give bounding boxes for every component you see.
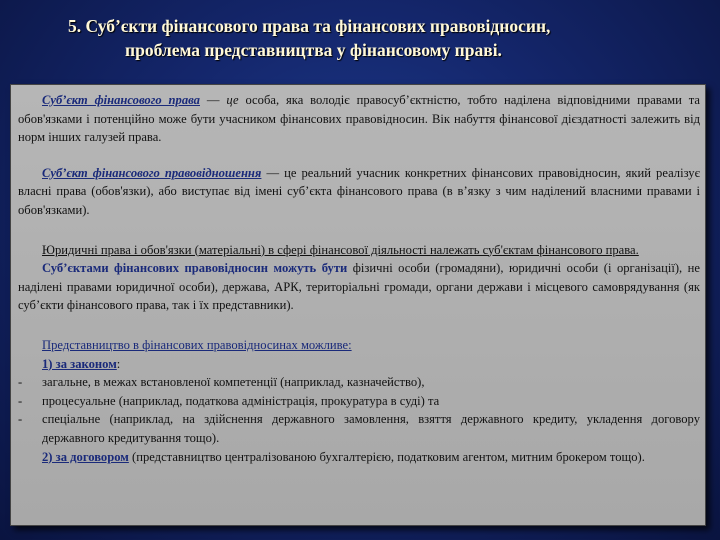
term-subjects: Суб’єктами фінансових правовідносин можуть бути — [42, 261, 348, 276]
representation-item-1 — [18, 355, 700, 374]
list-item-text: процесуальне (наприклад, податкова адміністрація, прокуратура в суді) та — [42, 393, 440, 408]
list-item — [18, 373, 700, 392]
definition-text: — це реальний учасник конкретних фінансових правовідносин, який реалізує власні права (обов'язки), або виступає від імені суб’єкта фінансового права (в в’язку з чим наділений власними правами і обов'язками). — [18, 165, 700, 217]
dash-marker: - — [18, 412, 23, 427]
list-item — [18, 410, 700, 447]
definition-text: особа, яка володіє правосуб’єктністю, тобто наділена відповідними правами та обов'язками і потенційно може бути учасником фінансових правовідносин. Вік набуття фінансової дієздатності залежить від норм інших галузей права. — [18, 93, 701, 145]
dash: — — [199, 93, 227, 107]
content-text — [18, 91, 700, 466]
dash-marker: - — [18, 375, 23, 390]
paragraph-rights — [18, 241, 700, 260]
representation-heading: Представництво в фінансових правовідносинах можливе: — [42, 337, 352, 352]
term-subject-of-law: Суб’єкт фінансового права — [42, 93, 200, 107]
term-subject-of-relation: Суб’єкт фінансового правовідношення — [42, 165, 262, 180]
title-line-1: 5. Суб’єкти фінансового права та фінансових правовідносин, — [68, 16, 551, 36]
title-line-2: проблема представництва у фінансовому праві. — [125, 40, 502, 60]
rights-text: Юридичні права і обов'язки (матеріальні) в сфері фінансової діяльності належать суб'єктам фінансового права. — [42, 242, 639, 257]
slide-title — [20, 14, 710, 62]
list-item — [18, 392, 700, 411]
representation-item-2 — [18, 448, 700, 467]
list-item-text: загальне, в межах встановленої компетенції (наприклад, казначейство), — [42, 375, 425, 390]
paragraph-subject-of-relation — [18, 164, 700, 220]
list-item-text: спеціальне (наприклад, на здійснення державного замовлення, взяття державного кредиту, укладення договору державного кредитування тощо). — [42, 412, 700, 445]
word-it: це — [226, 93, 239, 107]
representation-intro — [18, 336, 700, 355]
by-contract-label: 2) за договором — [42, 449, 129, 464]
by-law-label: 1) за законом — [42, 356, 117, 371]
by-contract-text: (представництво централізованою бухгалтерією, податковим агентом, митним брокером тощо). — [128, 449, 645, 464]
subjects-text: фізичні особи (громадяни), юридичні особи (і організації), не наділені правами юридичної особи), держава, АРК, територіальні громади, органи держави і місцевого самоврядування (як суб’єкти фінансового права, так і їх представники). — [18, 261, 700, 313]
paragraph-subjects-list — [18, 259, 700, 315]
paragraph-subject-of-law — [18, 91, 700, 147]
colon: : — [116, 356, 121, 371]
dash-marker: - — [18, 393, 23, 408]
